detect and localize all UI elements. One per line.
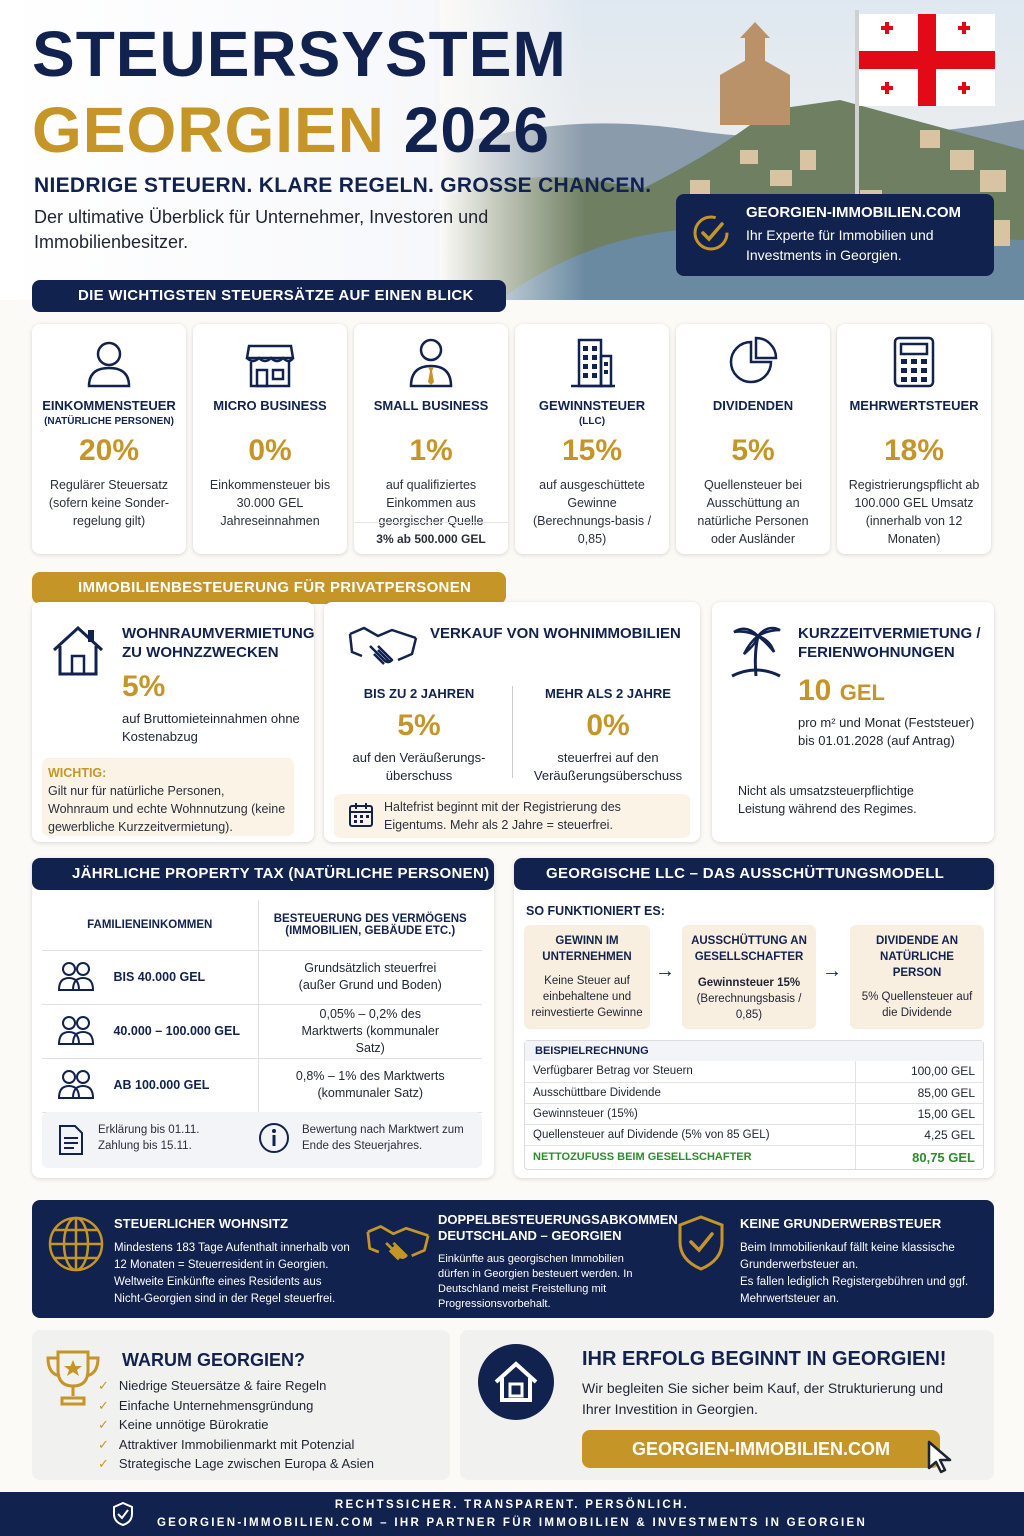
house-icon bbox=[48, 622, 108, 678]
sale-note-text: Haltefrist beginnt mit der Registrierung des Eigentums. Mehr als 2 Jahre = steuerfrei. bbox=[384, 800, 621, 832]
rate-card bbox=[32, 324, 186, 554]
sale-short-column bbox=[338, 686, 500, 785]
rate-subtitle bbox=[676, 414, 830, 428]
step-distribution-strong: Gewinnsteuer 15% bbox=[697, 977, 801, 989]
table-row bbox=[42, 1058, 482, 1112]
family-icon bbox=[58, 1014, 94, 1049]
llc-step-distribution bbox=[682, 925, 816, 1029]
calendar-icon bbox=[348, 802, 374, 828]
rate-description: auf qualifiziertes Einkommen aus georgischer Quelle bbox=[378, 478, 484, 528]
rate-footnote: 3% ab 500.000 GEL bbox=[354, 522, 508, 554]
example-label: Quellensteuer auf Dividende (5% von 85 GEL) bbox=[525, 1124, 855, 1145]
realestate-section-header: IMMOBILIENBESTEUERUNG FÜR PRIVATPERSONEN bbox=[32, 572, 506, 604]
property-tax-card bbox=[32, 858, 494, 1178]
transfer-text2: Es fallen lediglich Registergebühren und ggf. Mehrwertsteuer an. bbox=[740, 1276, 969, 1305]
brand-box bbox=[676, 194, 994, 276]
family-icon bbox=[58, 960, 94, 995]
example-value: 85,00 GEL bbox=[855, 1082, 983, 1103]
example-label: Gewinnsteuer (15%) bbox=[525, 1103, 855, 1124]
step-profit-head: GEWINN IM UNTERNEHMEN bbox=[542, 935, 632, 963]
list-item bbox=[98, 1435, 374, 1455]
sale-short-desc: auf den Veräußerungs-überschuss bbox=[352, 750, 486, 783]
rate-subtitle bbox=[354, 414, 508, 428]
rate-description: Regulärer Steuersatz (sofern keine Sonder-regelung gilt) bbox=[48, 478, 170, 528]
net-label: NETTOZUFUSS BEIM GESELLSCHAFTER bbox=[533, 1151, 752, 1164]
step-distribution-head: AUSSCHÜTTUNG AN GESELLSCHAFTER bbox=[691, 935, 807, 963]
sale-card bbox=[324, 602, 700, 842]
rate-value: 0% bbox=[248, 434, 292, 467]
example-title: BEISPIELRECHNUNG bbox=[525, 1041, 983, 1061]
llc-header: GEORGISCHE LLC – DAS AUSSCHÜTTUNGSMODELL bbox=[514, 858, 994, 890]
rate-subtitle: (LLC) bbox=[578, 416, 606, 427]
list-item bbox=[98, 1376, 374, 1396]
footer-partner-line: GEORGIEN-IMMOBILIEN.COM – IHR PARTNER FÜR IMMOBILIEN & INVESTMENTS IN GEORGIEN bbox=[156, 1517, 868, 1529]
trophy-icon bbox=[44, 1348, 102, 1408]
residence-text1: Mindestens 183 Tage Aufenthalt innerhalb von 12 Monaten = Steuerresident in Georgien. bbox=[114, 1242, 350, 1271]
document-icon bbox=[58, 1124, 84, 1156]
residence-text2: Weltweite Einkünfte eines Residents aus Nicht-Georgien sind in der Regel steuerfrei. bbox=[114, 1276, 336, 1305]
person-icon bbox=[32, 328, 186, 388]
title-country: GEORGIEN bbox=[32, 94, 385, 166]
deadline-note: Erklärung bis 01.11. Zahlung bis 15.11. bbox=[98, 1124, 200, 1152]
checkmark-icon: ✓ bbox=[98, 1417, 109, 1433]
info-icon bbox=[258, 1122, 290, 1154]
example-label: Ausschüttbare Dividende bbox=[525, 1082, 855, 1103]
dta-title: DOPPELBESTEUERUNGSABKOMMEN DEUTSCHLAND – GEORGIEN bbox=[438, 1212, 678, 1243]
residence-title: STEUERLICHER WOHNSITZ bbox=[114, 1216, 289, 1231]
table-row bbox=[525, 1061, 983, 1082]
brand-subtitle: Ihr Experte für Immobilien und Investments in Georgien. bbox=[746, 227, 934, 263]
sale-long-desc: steuerfrei auf den Veräußerungsüberschuss bbox=[533, 750, 683, 783]
rate-title: DIVIDENDEN bbox=[712, 398, 794, 413]
rate-subtitle bbox=[837, 414, 991, 428]
tax-rate: Grundsätzlich steuerfrei (außer Grund und Boden) bbox=[258, 950, 482, 1004]
checkmark-icon: ✓ bbox=[98, 1436, 109, 1452]
building-icon bbox=[515, 328, 669, 388]
rental-note-label: WICHTIG: bbox=[48, 766, 107, 780]
llc-step-dividend bbox=[850, 925, 984, 1029]
list-item-text: Einfache Unternehmensgründung bbox=[118, 1397, 314, 1413]
cta-box bbox=[460, 1330, 994, 1480]
why-georgia-box bbox=[32, 1330, 450, 1480]
valuation-note: Bewertung nach Marktwert zum Ende des Steuerjahres. bbox=[302, 1124, 464, 1152]
example-table bbox=[525, 1061, 983, 1169]
shield-check-icon bbox=[112, 1502, 134, 1526]
brand-name: GEORGIEN-IMMOBILIEN.COM bbox=[746, 204, 961, 221]
checkmark-icon: ✓ bbox=[98, 1378, 109, 1393]
sale-long-rate: 0% bbox=[586, 709, 630, 742]
rate-title: EINKOMMENSTEUER bbox=[42, 398, 176, 413]
cta-title: IHR ERFOLG BEGINNT IN GEORGIEN! bbox=[582, 1348, 947, 1370]
rate-value: 18% bbox=[883, 434, 945, 467]
example-value: 100,00 GEL bbox=[855, 1061, 983, 1082]
step-distribution-body: (Berechnungsbasis / 0,85) bbox=[696, 993, 802, 1021]
rate-card bbox=[676, 324, 830, 554]
llc-step-profit bbox=[524, 925, 650, 1029]
shortterm-card bbox=[712, 602, 994, 842]
home-icon bbox=[476, 1342, 556, 1422]
rate-description: Einkommensteuer bis 30.000 GEL Jahreseinnahmen bbox=[209, 478, 331, 528]
page-title-line1: STEUERSYSTEM bbox=[32, 18, 567, 90]
property-tax-header: JÄHRLICHE PROPERTY TAX (NATÜRLICHE PERSONEN) bbox=[32, 858, 494, 890]
rate-description: Quellensteuer bei Ausschüttung an natürliche Personen oder Ausländer bbox=[697, 478, 809, 546]
title-year: 2026 bbox=[403, 94, 551, 166]
rental-rate: 5% bbox=[122, 670, 166, 703]
step-dividend-head: DIVIDENDE AN NATÜRLICHE PERSON bbox=[876, 935, 958, 979]
list-item-text: Keine unnötige Bürokratie bbox=[118, 1417, 269, 1433]
table-row bbox=[42, 1004, 482, 1058]
example-calculation bbox=[524, 1040, 984, 1170]
rate-title: GEWINNSTEUER bbox=[538, 398, 646, 413]
list-item bbox=[98, 1396, 374, 1416]
why-title: WARUM GEORGIEN? bbox=[122, 1350, 305, 1370]
palm-tree-icon bbox=[728, 620, 784, 680]
rental-note-text: Gilt nur für natürliche Personen, Wohnraum und echte Wohnnutzung (keine gewerbliche Kurzzeitvermietung). bbox=[48, 784, 286, 834]
shop-icon bbox=[193, 328, 347, 388]
checkmark-icon: ✓ bbox=[98, 1397, 109, 1413]
why-list bbox=[98, 1376, 374, 1474]
shortterm-title: KURZZEITVERMIETUNG / FERIENWOHNUNGEN bbox=[798, 625, 981, 661]
table-row bbox=[525, 1103, 983, 1124]
check-circle-icon bbox=[692, 214, 730, 252]
handshake-icon bbox=[366, 1218, 430, 1266]
list-item bbox=[98, 1415, 374, 1435]
sale-short-rate: 5% bbox=[397, 709, 441, 742]
rental-card bbox=[32, 602, 314, 842]
rate-value: 15% bbox=[561, 434, 623, 467]
rate-subtitle: (NATÜRLICHE PERSONEN) bbox=[44, 416, 174, 427]
shortterm-desc: pro m² und Monat (Feststeuer) bis 01.01.2028 (auf Antrag) bbox=[798, 715, 975, 748]
transfer-title: KEINE GRUNDERWERBSTEUER bbox=[740, 1216, 942, 1231]
rate-card bbox=[354, 324, 508, 554]
list-item-text: Niedrige Steuersätze & faire Regeln bbox=[118, 1378, 327, 1393]
info-band bbox=[32, 1200, 994, 1318]
tax-rate: 0,05% – 0,2% des Marktwerts (kommunaler Satz) bbox=[258, 1004, 482, 1058]
calculator-icon bbox=[837, 328, 991, 388]
shield-check-icon bbox=[676, 1214, 726, 1272]
example-value: 4,25 GEL bbox=[855, 1124, 983, 1145]
sale-long-head: MEHR ALS 2 JAHRE bbox=[545, 686, 671, 701]
rental-title: WOHNRAUMVERMIETUNG ZU WOHNZZWECKEN bbox=[122, 625, 315, 661]
cta-text: Wir begleiten Sie sicher beim Kauf, der Strukturierung und Ihrer Investition in Georgien. bbox=[582, 1380, 944, 1417]
handshake-icon bbox=[348, 620, 418, 670]
cursor-icon bbox=[926, 1440, 954, 1474]
checkmark-icon: ✓ bbox=[98, 1456, 109, 1472]
list-item bbox=[98, 1454, 374, 1474]
rate-subtitle bbox=[193, 414, 347, 428]
rate-title: MICRO BUSINESS bbox=[213, 398, 327, 413]
tagline: NIEDRIGE STEUERN. KLARE REGELN. GROSSE CHANCEN. bbox=[34, 174, 652, 197]
footer bbox=[0, 1492, 1024, 1536]
rate-card bbox=[515, 324, 669, 554]
rate-title: MEHRWERTSTEUER bbox=[849, 398, 979, 413]
tax-rate: 0,8% – 1% des Marktwerts (kommunaler Satz) bbox=[258, 1058, 482, 1112]
transfer-text1: Beim Immobilienkauf fällt keine klassische Grunderwerbsteuer an. bbox=[740, 1242, 955, 1271]
rate-description: Registrierungspflicht ab 100.000 GEL Umsatz (innerhalb von 12 Monaten) bbox=[848, 478, 980, 546]
businessman-icon bbox=[354, 328, 508, 388]
table-row bbox=[42, 950, 482, 1004]
sale-title: VERKAUF VON WOHNIMMOBILIEN bbox=[430, 625, 681, 642]
net-value: 80,75 GEL bbox=[855, 1145, 983, 1169]
sale-long-column bbox=[520, 686, 696, 785]
shortterm-rate bbox=[798, 674, 885, 708]
sale-note bbox=[334, 794, 690, 838]
col-income-header: FAMILIENEINKOMMEN bbox=[42, 900, 258, 950]
col-tax-header: BESTEUERUNG DES VERMÖGENS (IMMOBILIEN, GEBÄUDE ETC.) bbox=[258, 900, 482, 950]
shortterm-rate-number: 10 bbox=[798, 674, 832, 707]
income-bracket: BIS 40.000 GEL bbox=[113, 970, 206, 984]
page-title-line2 bbox=[32, 94, 551, 166]
footer-slogan: RECHTSSICHER. TRANSPARENT. PERSÖNLICH. bbox=[334, 1499, 690, 1511]
table-row bbox=[525, 1124, 983, 1145]
arrow-icon: → bbox=[655, 960, 675, 982]
rental-desc: auf Bruttomieteinnahmen ohne Kostenabzug bbox=[122, 711, 300, 744]
example-label: Verfügbarer Betrag vor Steuern bbox=[525, 1061, 855, 1082]
sale-short-head: BIS ZU 2 JAHREN bbox=[363, 686, 475, 701]
rate-value: 5% bbox=[731, 434, 775, 467]
llc-how-label: SO FUNKTIONIERT ES: bbox=[526, 904, 665, 918]
rate-value: 20% bbox=[78, 434, 140, 467]
cta-website-button[interactable]: GEORGIEN-IMMOBILIEN.COM bbox=[582, 1430, 940, 1468]
rates-section-header: DIE WICHTIGSTEN STEUERSÄTZE AUF EINEN BLICK bbox=[32, 280, 506, 312]
example-value: 15,00 GEL bbox=[855, 1103, 983, 1124]
rate-card bbox=[837, 324, 991, 554]
income-bracket: 40.000 – 100.000 GEL bbox=[113, 1024, 240, 1038]
rate-description: auf ausgeschüttete Gewinne (Berechnungs-basis / 0,85) bbox=[532, 478, 652, 546]
list-item-text: Attraktiver Immobilienmarkt mit Potenzial bbox=[118, 1436, 355, 1452]
rate-title: SMALL BUSINESS bbox=[373, 398, 489, 413]
shortterm-note: Nicht als umsatzsteuerpflichtige Leistung während des Regimes. bbox=[738, 784, 917, 816]
step-dividend-body: 5% Quellensteuer auf die Dividende bbox=[861, 991, 973, 1019]
rental-note bbox=[42, 758, 294, 836]
step-profit-body: Keine Steuer auf einbehaltene und reinvestierte Gewinne bbox=[531, 975, 643, 1019]
list-item-text: Strategische Lage zwischen Europa & Asien bbox=[118, 1456, 375, 1472]
divider bbox=[512, 686, 513, 778]
pie-chart-icon bbox=[676, 328, 830, 388]
income-bracket: AB 100.000 GEL bbox=[113, 1078, 210, 1092]
table-row bbox=[525, 1082, 983, 1103]
rate-value: 1% bbox=[409, 434, 453, 467]
property-tax-table bbox=[42, 900, 482, 1113]
arrow-icon: → bbox=[822, 960, 842, 982]
globe-icon bbox=[46, 1214, 106, 1274]
intro-text: Der ultimative Überblick für Unternehmer, Investoren und Immobilienbesitzer. bbox=[34, 207, 489, 252]
shortterm-rate-unit: GEL bbox=[839, 680, 885, 705]
dta-text: Einkünfte aus georgischen Immobilien dürfen in Georgien besteuert werden. In Deutschland meist Freistellung mit Progressionsvorbehalt. bbox=[438, 1253, 633, 1310]
rate-card bbox=[193, 324, 347, 554]
property-tax-notes bbox=[42, 1112, 482, 1168]
family-icon bbox=[58, 1068, 94, 1103]
